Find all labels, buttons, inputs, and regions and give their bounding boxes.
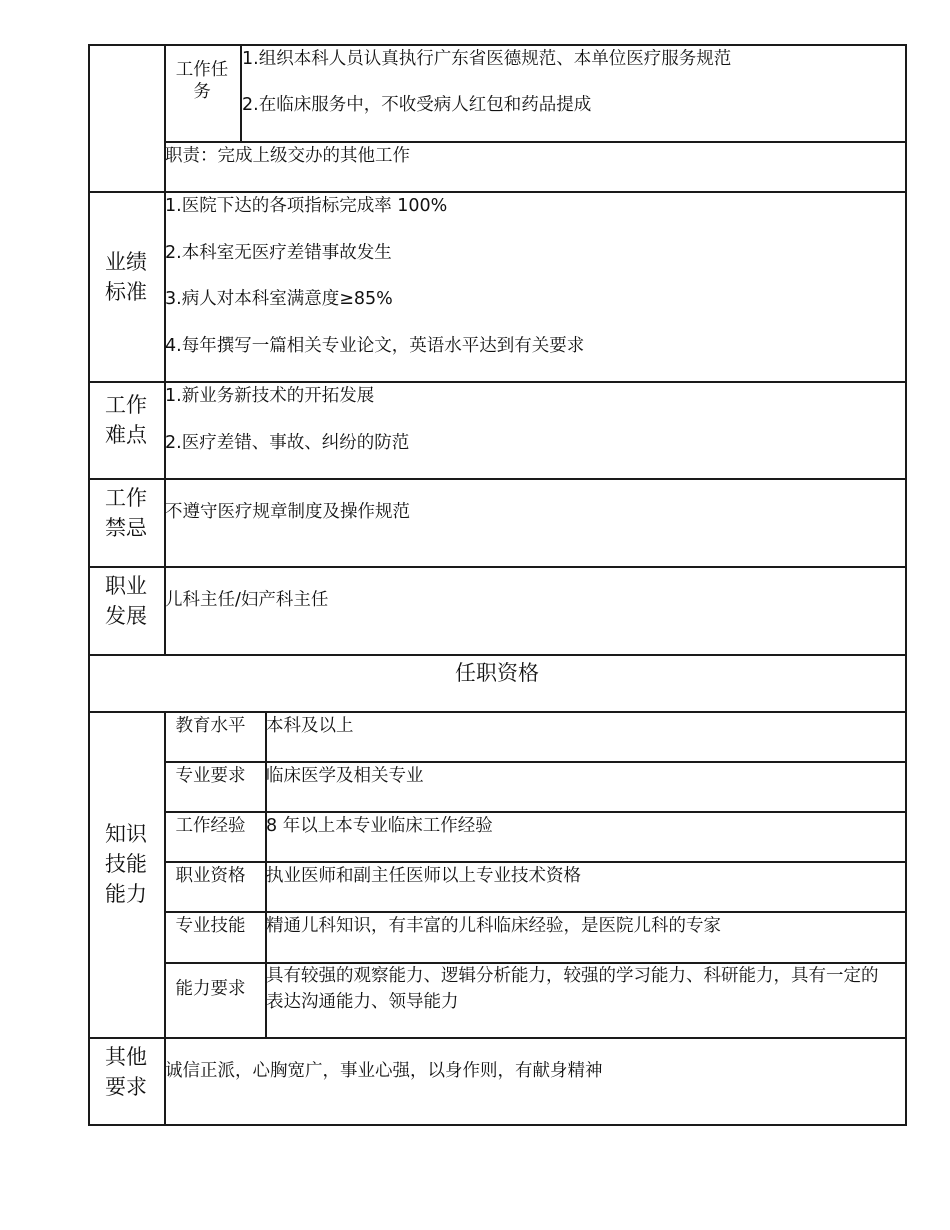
qualification-key: 能力要求 — [175, 979, 246, 999]
row-divider — [88, 191, 907, 193]
other-label: 其他 要求 — [105, 1045, 147, 1099]
qualification-value: 8 年以上本专业临床工作经验 — [266, 816, 493, 836]
row-divider — [88, 566, 907, 568]
qualification-value: 本科及以上 — [266, 716, 354, 736]
other-text: 诚信正派，心胸宽广，事业心强，以身作则，有献身精神 — [165, 1061, 603, 1081]
performance-item: 4.每年撰写一篇相关专业论文，英语水平达到有关要求 — [165, 336, 585, 356]
taboo-text: 不遵守医疗规章制度及操作规范 — [165, 502, 410, 522]
performance-item: 3.病人对本科室满意度≥85% — [165, 289, 393, 309]
qualification-title: 任职资格 — [455, 661, 539, 685]
qualification-key: 工作经验 — [175, 816, 246, 836]
row-divider — [164, 761, 907, 763]
work-tasks-label: 工作任 务 — [175, 60, 229, 102]
duty-other: 职责：完成上级交办的其他工作 — [165, 146, 410, 166]
row-divider — [164, 911, 907, 913]
qualification-value: 精通儿科知识，有丰富的儿科临床经验，是医院儿科的专家 — [266, 916, 721, 936]
row-divider — [88, 381, 907, 383]
work-task-item: 1.组织本科人员认真执行广东省医德规范、本单位医疗服务规范 — [242, 49, 732, 69]
row-divider — [164, 141, 907, 143]
performance-label: 业绩 标准 — [105, 250, 147, 304]
table-border-top — [88, 44, 907, 46]
table-border-right — [905, 44, 907, 1125]
career-label: 职业 发展 — [105, 574, 147, 628]
qualification-key: 职业资格 — [175, 866, 246, 886]
taboo-label: 工作 禁忌 — [105, 486, 147, 540]
qualification-key: 专业技能 — [175, 916, 246, 936]
row-divider — [88, 1037, 907, 1039]
qualification-key: 专业要求 — [175, 766, 246, 786]
career-text: 儿科主任/妇产科主任 — [165, 590, 329, 610]
row-divider — [88, 711, 907, 713]
work-task-item: 2.在临床服务中，不收受病人红包和药品提成 — [242, 95, 592, 115]
row-divider — [88, 478, 907, 480]
row-divider — [164, 861, 907, 863]
performance-item: 2.本科室无医疗差错事故发生 — [165, 243, 392, 263]
qualification-value: 临床医学及相关专业 — [266, 766, 424, 786]
performance-item: 1.医院下达的各项指标完成率 100% — [165, 196, 448, 216]
difficulty-label: 工作 难点 — [105, 393, 147, 447]
qualification-value: 具有较强的观察能力、逻辑分析能力，较强的学习能力、科研能力，具有一定的表达沟通能力、领导能力 — [266, 966, 879, 1012]
qualification-label: 知识 技能 能力 — [105, 822, 147, 906]
difficulty-item: 2.医疗差错、事故、纠纷的防范 — [165, 433, 410, 453]
table-border-bottom — [88, 1124, 907, 1126]
qualification-value: 执业医师和副主任医师以上专业技术资格 — [266, 866, 581, 886]
row-divider — [164, 811, 907, 813]
row-divider — [88, 654, 907, 656]
difficulty-item: 1.新业务新技术的开拓发展 — [165, 386, 375, 406]
qualification-key: 教育水平 — [175, 716, 246, 736]
